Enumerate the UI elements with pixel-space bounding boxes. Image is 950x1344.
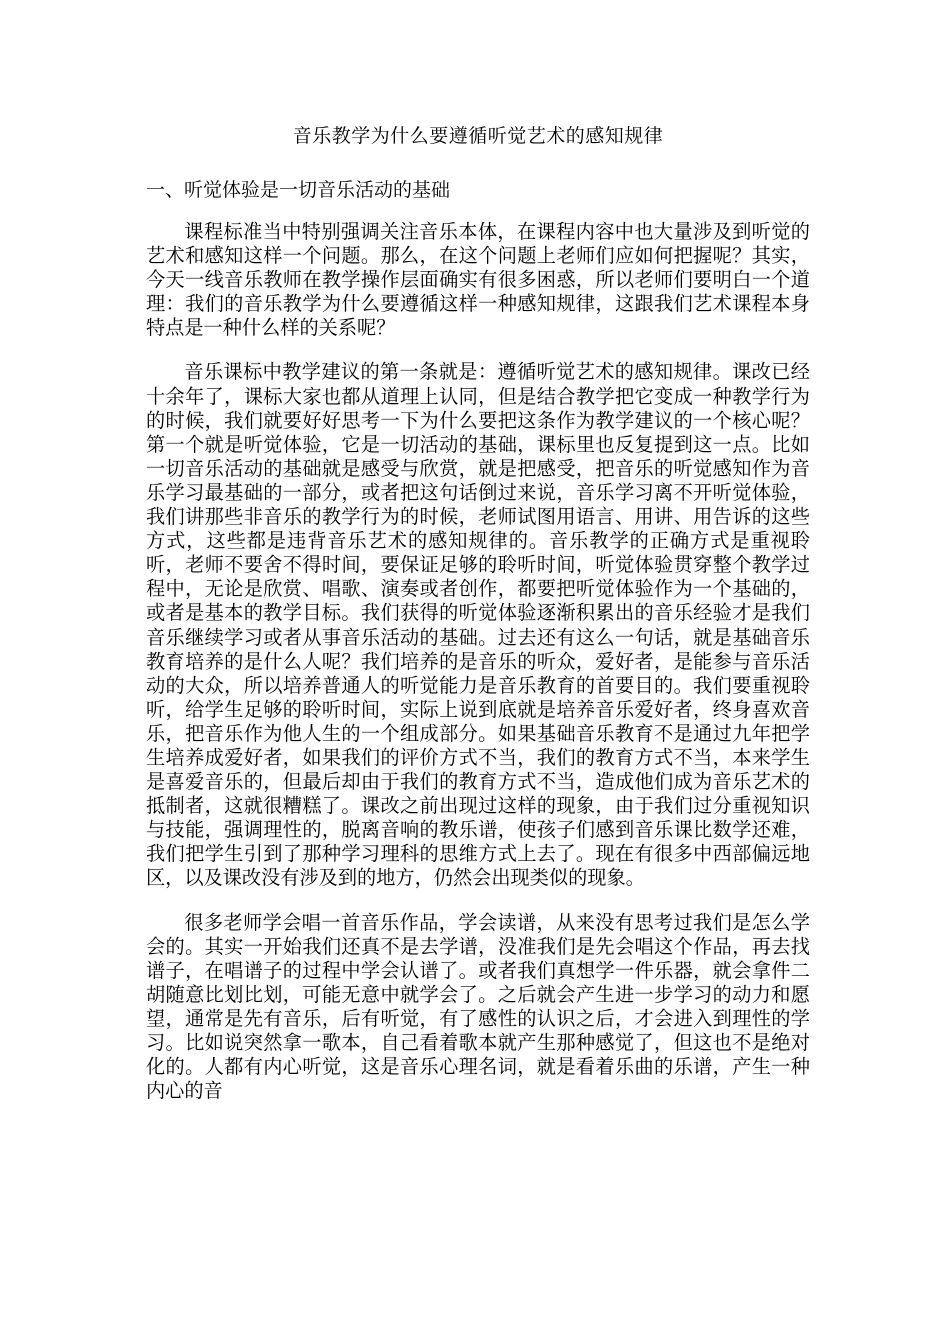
paragraph-1: 课程标准当中特别强调关注音乐本体，在课程内容中也大量涉及到听觉的艺术和感知这样一个问题。那么，在这个问题上老师们应如何把握呢？其实，今天一线音乐教师在教学操作层面确实有很多困惑，所以老师们要明白一个道理：我们的音乐教学为什么要遵循这样一种感知规律，这跟我们艺术课程本身特点是一种什么样的关系呢？ bbox=[146, 220, 810, 340]
document-title: 音乐教学为什么要遵循听觉艺术的感知规律 bbox=[292, 125, 664, 147]
paragraph-3: 很多老师学会唱一首音乐作品，学会读谱，从来没有思考过我们是怎么学会的。其实一开始我们还真不是去学谱，没准我们是先会唱这个作品，再去找谱子，在唱谱子的过程中学会认谱了。或者我们真想学一件乐器，就会拿件二胡随意比划比划，可能无意中就学会了。之后就会产生进一步学习的动力和愿望，通常是先有音乐，后有听觉，有了感性的认识之后，才会进入到理性的学习。比如说突然拿一歌本，自己看着歌本就产生那种感觉了，但这也不是绝对化的。人都有内心听觉，这是音乐心理名词，就是看着乐曲的乐谱，产生一种内心的音 bbox=[146, 910, 810, 1103]
document-body bbox=[146, 120, 810, 1103]
section-heading: 一、听觉体验是一切音乐活动的基础 bbox=[146, 179, 451, 201]
paragraph-2: 音乐课标中教学建议的第一条就是：遵循听觉艺术的感知规律。课改已经十余年了，课标大家也都从道理上认同，但是结合教学把它变成一种教学行为的时候，我们就要好好思考一下为什么要把这条作为教学建议的一个核心呢？第一个就是听觉体验，它是一切活动的基础，课标里也反复提到这一点。比如一切音乐活动的基础就是感受与欣赏，就是把感受，把音乐的听觉感知作为音乐学习最基础的一部分，或者把这句话倒过来说，音乐学习离不开听觉体验，我们讲那些非音乐的教学行为的时候，老师试图用语言、用讲、用告诉的这些方式，这些都是违背音乐艺术的感知规律的。音乐教学的正确方式是重视聆听，老师不要舍不得时间，要保证足够的聆听时间，听觉体验贯穿整个教学过程中，无论是欣赏、唱歌、演奏或者创作，都要把听觉体验作为一个基础的，或者是基本的教学目标。我们获得的听觉体验逐渐积累出的音乐经验才是我们音乐继续学习或者从事音乐活动的基础。过去还有这么一句话，就是基础音乐教育培养的是什么人呢？我们培养的是音乐的听众，爱好者，是能参与音乐活动的大众，所以培养普通人的听觉能力是音乐教育的首要目的。我们要重视聆听，给学生足够的聆听时间，实际上说到底就是培养音乐爱好者，终身喜欢音乐，把音乐作为他人生的一个组成部分。如果基础音乐教育不是通过九年把学生培养成爱好者，如果我们的评价方式不当，我们的教育方式不当，本来学生是喜爱音乐的，但最后却由于我们的教育方式不当，造成他们成为音乐艺术的抵制者，这就很糟糕了。课改之前出现过这样的现象，由于我们过分重视知识与技能，强调理性的，脱离音响的教乐谱，使孩子们感到音乐课比数学还难，我们把学生引到了那种学习理科的思维方式上去了。现在有很多中西部偏远地区，以及课改没有涉及到的地方，仍然会出现类似的现象。 bbox=[146, 360, 810, 890]
